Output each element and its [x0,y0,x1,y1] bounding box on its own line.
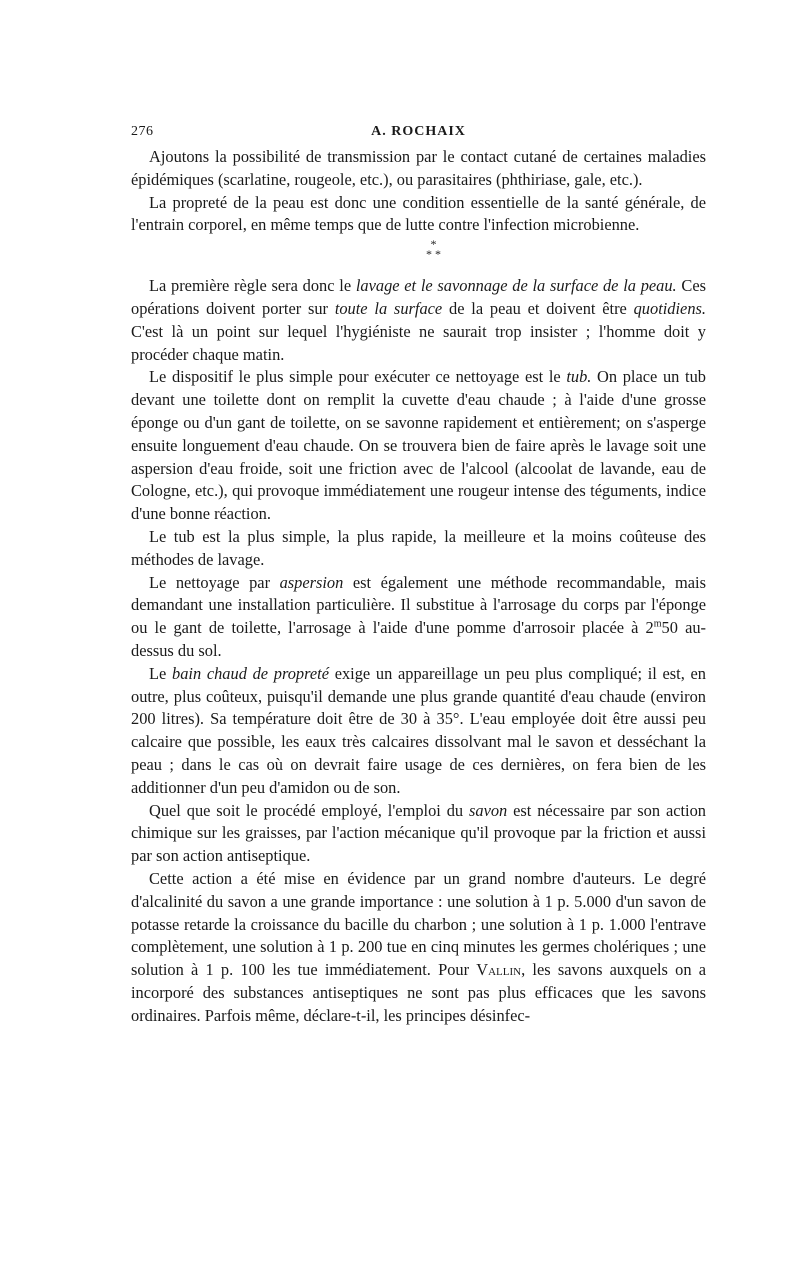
paragraph [131,275,706,366]
asterism-bottom: * * [426,247,441,262]
paragraph [131,663,706,800]
text-run: Ces opérations doivent porter sur [131,276,706,318]
body-text [131,146,706,1027]
text-run: est également une méthode recommandable, mais demandant une installation particulière. Il substitue à l'arrosage du corps par l'éponge ou le gant de toilette, l'arrosage à l'aide d'une pomme d'arrosoir placée à 2 [131,572,706,638]
asterism-top: * [430,237,437,252]
emphasis: bain chaud de propreté [172,663,330,683]
paragraph [131,366,706,526]
text-run: est nécessaire par son action chimique sur les graisses, par l'action mécanique qu'il provoque par la friction et aussi par son action antiseptique. [131,800,706,866]
section-break-asterism [131,237,706,275]
text-run: Le dispositif le plus simple pour exécuter ce nettoyage est le [149,367,567,387]
superscript: m [653,618,662,630]
text-run: Le nettoyage par [149,572,280,592]
page-number: 276 [131,124,154,139]
text-run: La première règle sera donc le [149,276,356,296]
text-run: exige un appareillage un peu plus compliqué; il est, en outre, plus coûteux, puisqu'il demande une plus grande quantité d'eau chaude (environ 200 litres). Sa température doit être de 30 à 35°. L'eau employée doit être aussi peu calcaire que possible, les eaux très calcaires dissolvant mal le savon et desséchant la peau ; dans le cas où on devrait faire usage de ces dernières, on fera bien de les additionner d'un peu d'amidon ou de son. [131,663,706,797]
running-head-author: A. ROCHAIX [371,124,466,139]
paragraph: Ajoutons la possibilité de transmission par le contact cutané de certaines maladies épidémiques (scarlatine, rougeole, etc.), ou parasitaires (phthiriase, gale, etc.). [131,147,706,189]
emphasis: quotidiens. [633,298,706,318]
text-run: C'est là un point sur lequel l'hygiéniste ne saurait trop insister ; l'homme doit y procéder chaque matin. [131,321,706,364]
paragraph [131,800,706,868]
emphasis: savon [469,800,508,820]
emphasis: toute la surface [334,298,443,318]
paragraph: Le tub est la plus simple, la plus rapide, la meilleure et la moins coûteuse des méthodes de lavage. [131,526,706,569]
text-run: , les savons auxquels on a incorporé des substances antiseptiques ne sont pas plus efficaces que les savons ordinaires. Parfois même, déclare-t-il, les principes désinfec- [131,960,706,1025]
emphasis: lavage et le savonnage de la surface de la peau. [355,276,677,296]
paragraph [131,572,706,663]
book-page [131,122,706,1027]
running-head [131,122,706,146]
text-run: de la peau et doivent être [442,298,634,318]
paragraph [131,868,706,1028]
emphasis: tub. [566,367,592,387]
small-caps-name: Vallin [476,960,522,980]
text-run: Le [149,663,172,683]
text-run: Cette action a été mise en évidence par un grand nombre d'auteurs. Le degré d'alcalinité du savon a une grande importance : une solution à 1 p. 5.000 d'un savon de potasse retarde la croissance du bacille du charbon ; une solution à 1 p. 1.000 l'entrave complètement, une solution à 1 p. 200 tue en cinq minutes les germes cholériques ; une solution à 1 p. 100 les tue immédiatement. Pour [131,868,706,980]
emphasis: aspersion [279,572,344,592]
text-run: On place un tub devant une toilette dont on remplit la cuvette d'eau chaude ; à l'aide d'une grosse éponge ou d'un gant de toilette, on se savonne rapidement et entièrement; on s'asperge ensuite longuement d'eau chaude. On se trouvera bien de faire après le lavage soit une aspersion d'eau froide, soit une friction avec de l'alcool (alcoolat de lavande, eau de Cologne, etc.), qui provoque immédiatement une rougeur intense des téguments, indice d'une bonne réaction. [131,367,706,524]
text-run: 50 au-dessus du sol. [131,618,706,660]
paragraph: La propreté de la peau est donc une condition essentielle de la santé générale, de l'entrain corporel, en même temps que de lutte contre l'infection microbienne. [131,192,706,235]
text-run: Quel que soit le procédé employé, l'emploi du [149,800,469,820]
